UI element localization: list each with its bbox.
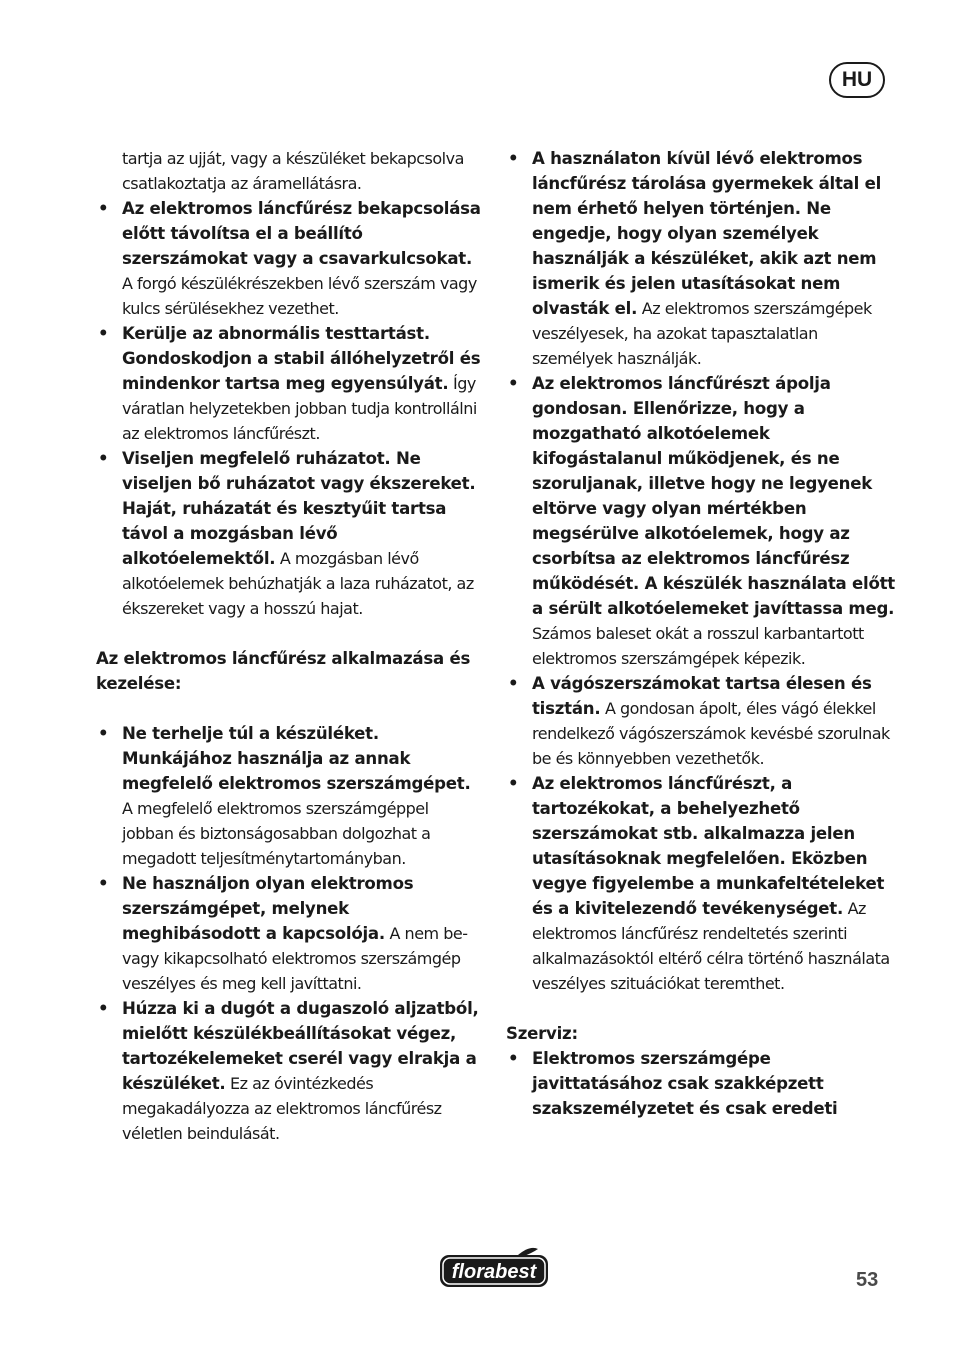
item-text: Az elektromos szerszámgépek veszélyesek, ha azokat tapasztalatlan személyek használják. [532, 299, 872, 368]
item-bold: Az elektromos láncfűrészt, a tartozékokat, a behelyezhető szerszámokat stb. alkalmazza jelen utasításoknak megfelelően. Eközben vegye figyelembe a munkafeltételeket és a kivitelezendő tevékenységet. [532, 774, 885, 918]
item-text: Ez az óvintézkedés megakadályozza az elektromos láncfűrész véletlen beindulását. [122, 1074, 442, 1143]
left-column [96, 146, 482, 1146]
section-heading: Az elektromos láncfűrész alkalmazása és kezelése: [96, 649, 471, 693]
bullet: • [508, 1049, 519, 1068]
bullet: • [98, 449, 109, 468]
item-bold: Ne használjon olyan elektromos szerszámgépet, melynek meghibásodott a kapcsolója. [122, 874, 414, 943]
item-bold: A használaton kívül lévő elektromos láncfűrész tárolása gyermekek által el nem érhető helyen történjen. Ne engedje, hogy olyan személyek használják a készüléket, akik azt nem ismerik és jelen utasításokat nem olvasták el. [532, 149, 882, 318]
list-item [96, 196, 482, 321]
florabest-logo [438, 1245, 550, 1291]
item-bold: Viseljen megfelelő ruházatot. Ne viseljen bő ruházatot vagy ékszereket. Haját, ruházatát és kesztyűit tartsa távol a mozgásban lévő alkotóelemektől. [122, 449, 476, 568]
item-bold: Kerülje az abnormális testtartást. Gondoskodjon a stabil állóhelyzetről és mindenkor tartsa meg egyensúlyát. [122, 324, 481, 393]
item-text: Így váratlan helyzetekben jobban tudja kontrollálni az elektromos láncfűrészt. [122, 374, 477, 443]
paragraph-text: tartja az ujját, vagy a készüléket bekapcsolva csatlakoztatja az áramellátásra. [122, 149, 464, 193]
item-bold: Az elektromos láncfűrészt ápolja gondosan. Ellenőrizze, hogy a mozgatható alkotóelemek kifogástalanul működjenek, és ne szoruljanak, illetve hogy ne legyenek eltörve vagy olyan mértékben megsérülve alkotóelemek, hogy az csorbítsa az elektromos láncfűrész működését. A készülék használata előtt a sérült alkotóelemeket javíttassa meg. [532, 374, 895, 618]
page-number: 53 [856, 1269, 879, 1291]
bullet: • [98, 324, 109, 343]
continued-paragraph [96, 146, 482, 196]
logo-text: florabest [451, 1261, 537, 1283]
bullet: • [508, 374, 519, 393]
bullet: • [98, 724, 109, 743]
bullet: • [98, 199, 109, 218]
list-item [506, 771, 896, 996]
item-text: A megfelelő elektromos szerszámgéppel jobban és biztonságosabban dolgozhat a megadott teljesítménytartományban. [122, 799, 431, 868]
bullet: • [508, 774, 519, 793]
logo-leaf [518, 1248, 538, 1256]
item-bold: Az elektromos láncfűrész bekapcsolása előtt távolítsa el a beállító szerszámokat vagy a csavarkulcsokat. [122, 199, 481, 268]
right-column [506, 146, 896, 1121]
item-bold: Húzza ki a dugót a dugaszoló aljzatból, mielőtt készülékbeállításokat végez, tartozékelemeket cserél vagy elrakja a készüléket. [122, 999, 479, 1093]
section-heading: Szerviz: [506, 1024, 578, 1043]
list-item [506, 1046, 896, 1121]
item-text: Az elektromos láncfűrész rendeltetés szerinti alkalmazásoktól eltérő célra történő használata veszélyes szituációkat teremthet. [532, 899, 890, 993]
list-item [96, 871, 482, 996]
bullet: • [98, 874, 109, 893]
list-item [506, 371, 896, 671]
bullet: • [98, 999, 109, 1018]
item-text: A gondosan ápolt, éles vágó élekkel rendelkező vágószerszámok kevésbé szorulnak be és könnyebben vezethetők. [532, 699, 890, 768]
item-bold: Elektromos szerszámgépe javittatásához csak szakképzett szakszemélyzetet és csak eredeti [532, 1049, 838, 1118]
list-item [96, 996, 482, 1146]
bullet: • [508, 674, 519, 693]
item-bold: Ne terhelje túl a készüléket. Munkájához használja az annak megfelelő elektromos szerszámgépet. [122, 724, 471, 793]
list-item [96, 446, 482, 621]
list-item [506, 671, 896, 771]
item-text: Számos baleset okát a rosszul karbantartott elektromos szerszámgépek képezik. [532, 624, 864, 668]
bullet: • [508, 149, 519, 168]
list-item [96, 321, 482, 446]
item-text: A forgó készülékrészekben lévő szerszám vagy kulcs sérülésekhez vezethet. [122, 274, 477, 318]
list-item [96, 721, 482, 871]
item-text: A mozgásban lévő alkotóelemek behúzhatják a laza ruházatot, az ékszereket vagy a hosszú hajat. [122, 549, 474, 618]
language-badge: HU [829, 62, 885, 98]
list-item [506, 146, 896, 371]
item-text: A nem be- vagy kikapcsolható elektromos szerszámgép veszélyes és meg kell javíttatni. [122, 924, 468, 993]
item-bold: A vágószerszámokat tartsa élesen és tisztán. [532, 674, 872, 718]
